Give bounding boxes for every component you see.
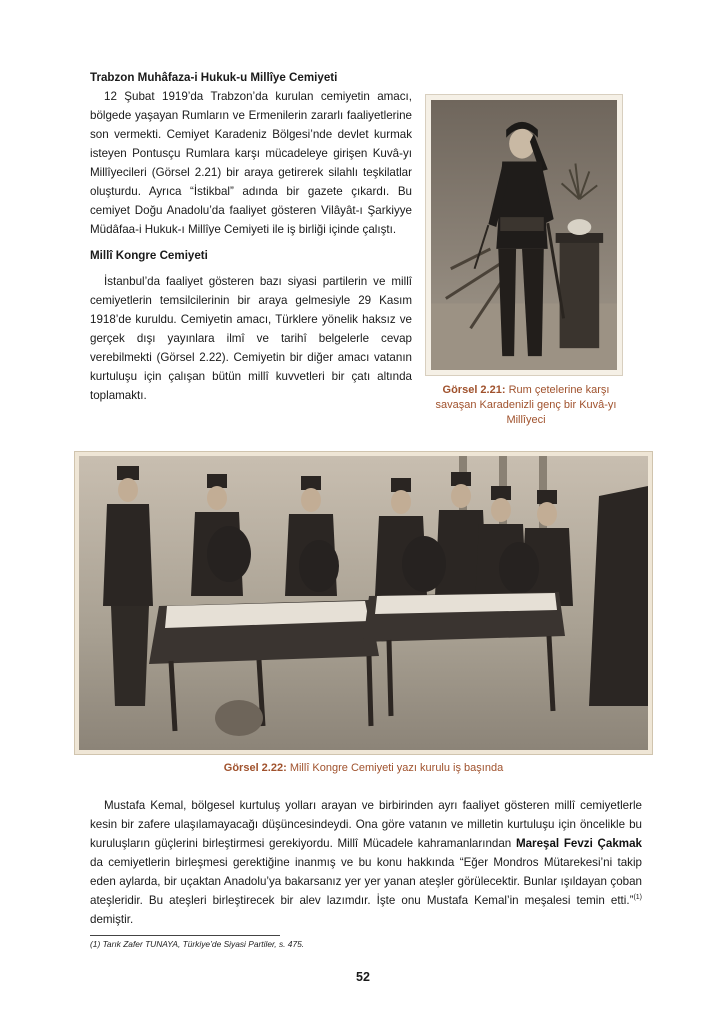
body-text-part2: da cemiyetlerin birleşmesi gerektiğine inanmış ve bu konu hakkında “Eğer Mondros Mütarekesi’ni takip eden aylarda, bir uçaktan Anadolu’ya bakarsanız yer yer yanan ateşler görülecektir. Bunlar ışıldayan çoban ateşleridir. Bu ateşleri birleştirecek bir alev lazımdır. İşte onu Mustafa Kemal’in meşalesi temin etti.” <box>90 856 642 907</box>
main-body-paragraph <box>90 796 642 929</box>
page-number: 52 <box>356 970 370 984</box>
top-text-column <box>90 68 412 405</box>
section-heading-milli-kongre: Millî Kongre Cemiyeti <box>90 249 208 262</box>
figure-2-22-caption-text: Millî Kongre Cemiyeti yazı kurulu iş başında <box>289 762 504 774</box>
footnote-divider <box>90 935 280 936</box>
young-militia-portrait-image <box>431 100 617 370</box>
figure-2-22-label: Görsel 2.22: <box>223 762 287 774</box>
section-heading-trabzon: Trabzon Muhâfaza-i Hukuk-u Millîye Cemiyeti <box>90 71 338 84</box>
footnote-text: (1) Tarık Zafer TUNAYA, Türkiye’de Siyasi Partiler, s. 475. <box>90 939 305 949</box>
figure-2-21-caption-text: Rum çetelerine karşı savaşan Karadenizli genç bir Kuvâ-yı Millîyeci <box>435 384 617 426</box>
committee-meeting-photo-image <box>79 456 648 750</box>
bold-name-fevzi-cakmak: Mareşal Fevzi Çakmak <box>515 837 642 850</box>
figure-2-21-caption <box>430 383 622 428</box>
body-text-part3: demiştir. <box>90 913 134 926</box>
figure-2-22-photo <box>74 451 653 755</box>
figure-2-21-label: Görsel 2.21: <box>442 384 506 396</box>
figure-2-21-photo <box>425 94 623 376</box>
body-text-part1: Mustafa Kemal, bölgesel kurtuluş yolları arayan ve birbirinden ayrı faaliyet gösteren millî cemiyetlerle kesin bir zafere ulaşılamayacağı düşüncesindeydi. Ona göre vatanın ve milletin kurtuluşu için öncelikle bu kuruluşların güçlerini birleştirmesi gerekiyordu. Millî Mücadele kahramanlarından <box>90 799 642 850</box>
section-paragraph-trabzon: 12 Şubat 1919’da Trabzon’da kurulan cemiyetin amacı, bölgede yaşayan Rumların ve Ermenilerin zararlı faaliyetlerine son vermekti. Cemiyet Karadeniz Bölgesi’nde devlet kurmak isteyen Pontusçu Rumlara karşı mücadeleye girişen Kuvâ-yı Millîyecileri (Görsel 2.21) bir araya getirerek silahlı teşkilatlar oluşturdu. Ayrıca “İstikbal” adında bir gazete çıkardı. Bu cemiyet Doğu Anadolu’da faaliyet gösteren Vilâyât-ı Şarkiyye Müdâfaa-i Hukuk-ı Millîye Cemiyeti ile iş birliği içinde çalıştı. <box>90 90 412 236</box>
footnote-reference: (1) <box>633 894 642 902</box>
figure-2-22-caption <box>74 762 653 774</box>
section-paragraph-milli-kongre: İstanbul’da faaliyet gösteren bazı siyasi partilerin ve millî cemiyetlerin temsilcilerinin bir araya gelmesiyle 29 Kasım 1918’de kuruldu. Cemiyetin amacı, Türklere yönelik haksız ve gerçek dışı yayınlara ilmî ve tarihî belgelerle cevap verebilmekti (Görsel 2.22). Cemiyetin bir diğer amacı vatanın kurtuluşu için çalışan bütün millî kuvvetleri bir çatı altında toplamaktı. <box>90 275 412 402</box>
